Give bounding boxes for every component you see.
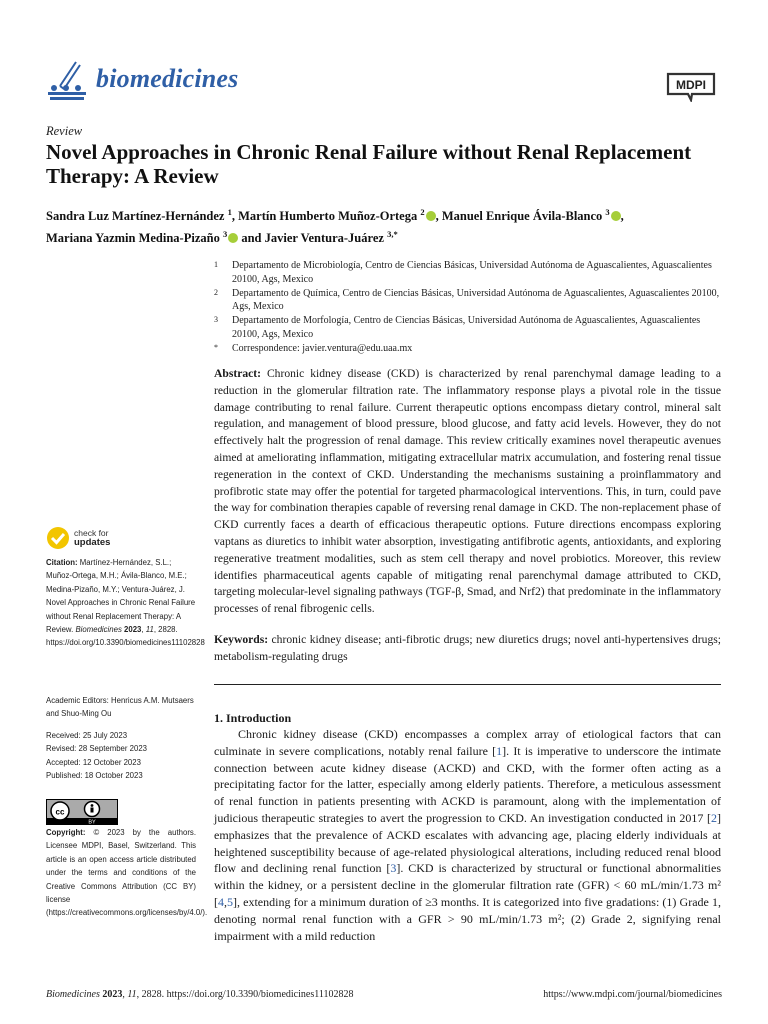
abstract-label: Abstract: [214, 367, 262, 380]
date-revised: Revised: 28 September 2023 [46, 744, 147, 754]
footer-rest: , 2828. https://doi.org/10.3390/biomedicines11102828 [136, 989, 354, 1000]
author-affiliation-sup: 3 [605, 207, 610, 217]
author-name[interactable]: Sandra Luz Martínez-Hernández [46, 209, 228, 224]
citation-rest: , 2828. https://doi.org/10.3390/biomedicines11102828 [46, 625, 205, 648]
mdpi-logo-icon [662, 68, 720, 102]
author-name[interactable]: Javier Ventura-Juárez [264, 231, 388, 246]
abstract-text: Chronic kidney disease (CKD) is characterized by renal parenchymal damage leading to a reduction in the glomerular filtration rate. The inflammatory response plays a pivotal role in the tissue damage contributing to renal failure. Current therapeutic options encompass dietary control, mineral salt regulation, and management of blood pressure, blood glucose, and fatty acid levels. However, they do not effectively halt the progression of renal damage. This review critically examines novel therapeutic avenues aimed at ameliorating inflammation, mitigating extracellular matrix accumulation, and fostering renal tissue regeneration in the context of CKD. Understanding the mechanisms sustaining a proinflammatory and profibrotic state may offer the potential for targeted pharmacological interventions. This, in turn, could pave the way for combination therapies capable of reversing renal damage in CKD. The non-replacement phase of CKD currently faces a dearth of efficacious therapeutic options. Future directions encompass exploring vaptans as diuretics to inhibit water absorption, investigating antifibrotic agents, antioxidants, and exploring regenerative treatment modalities, such as stem cell therapy and novel probiotics. Moreover, this review identifies pharmaceutical agents capable of mitigating renal parenchymal damage attributed to CKD, targeting molecular-level signaling pathways (TGF-β, Smad, and Nrf2) that predominate in the inflammatory processes of renal fibrogenic cells. [214, 367, 721, 616]
author-affiliation-sup: 3,* [387, 229, 398, 240]
svg-text:cc: cc [55, 807, 65, 817]
affiliation-number: 1 [214, 260, 218, 269]
abstract [214, 366, 721, 618]
author-list [46, 203, 736, 247]
footer-journal: Biomedicines [46, 989, 100, 1000]
intro-text-segment: ]. It is imperative to underscore the intimate connection between acute kidney disease (ACKD) and CKD, with the former often acting as a precipitating factor for the latter, especially among elderly patients. Therefore, a meticulous assessment of renal function in patients presenting with ACKD is paramount, along with the implementation of judicious therapeutic strategies to avert the progression to CKD. An investigation conducted in 2017 [ [214, 743, 721, 825]
check-for-updates-button[interactable] [46, 526, 110, 550]
date-received: Received: 25 July 2023 [46, 731, 128, 740]
affiliation-text: Correspondence: javier.ventura@edu.uaa.mx [232, 342, 413, 354]
intro-text-segment: Chronic kidney disease (CKD) encompasses a complex array of etiological factors that can culminate in severe complications, notably renal failure [ [214, 727, 721, 758]
citation-text: Martínez-Hernández, S.L.; Muñoz-Ortega, M.H.; Ávila-Blanco, M.E.; Medina-Pizaño, M.Y.; Ventura-Juárez, J. Novel Approaches in Chronic Renal Failure without Renal Replacement Therapy: A Review. [46, 558, 196, 635]
footer-year: 2023 [102, 989, 123, 1000]
footer-url[interactable]: https://www.mdpi.com/journal/biomedicines [543, 989, 722, 1000]
citation-link[interactable]: 1 [496, 743, 503, 758]
affiliations [214, 259, 724, 356]
citation-volume: 11 [145, 625, 154, 635]
date-accepted: Accepted: 12 October 2023 [46, 757, 141, 767]
citation-link[interactable]: 5 [227, 894, 233, 909]
keywords-text: chronic kidney disease; anti-fibrotic drugs; new diuretics drugs; novel anti-hypertensives drugs; metabolism-regulating drugs [214, 633, 721, 663]
intro-text-segment: , [224, 894, 227, 909]
footer-citation: Biomedicines 2023, 11, 2828. https://doi.org/10.3390/biomedicines11102828 [46, 989, 354, 1000]
introduction-text [214, 726, 721, 944]
author-affiliation-sup: 2 [420, 207, 425, 217]
section-heading: 1. Introduction [214, 711, 292, 725]
intro-text-segment: ] emphasizes that the prevalence of ACKD escalates with advancing age, placing elderly individuals at heightened susceptibility because of age-related physiological alterations, including reduced renal blood flow and declining renal function [ [214, 810, 721, 876]
author-name[interactable]: Mariana Yazmin Medina-Pizaño [46, 231, 223, 246]
dates [46, 729, 196, 783]
author-name[interactable]: Manuel Enrique Ávila-Blanco [441, 209, 606, 224]
citation-journal: Biomedicines [75, 625, 122, 635]
intro-text-segment: ], extending for a minimum duration of ≥3 months. It is categorized into five gradations: (1) Grade 1, denoting normal renal function with a GFR > 90 mL/min/1.73 m²; (2) Grade 2, signifying renal impairment with a mild reduction [214, 894, 721, 943]
author-affiliation-sup: 3 [222, 229, 228, 240]
affiliation-number: * [214, 342, 218, 352]
cc-by-license-icon[interactable] [46, 799, 118, 825]
affiliation-number: 2 [214, 287, 218, 297]
cc-label: BY [88, 819, 96, 825]
author-separator: , [620, 209, 624, 224]
affiliation-text: Departamento de Morfología, Centro de Ciencias Básicas, Universidad Autónoma de Aguascalientes, Aguascalientes 20100, Ags, Mexico [232, 315, 701, 340]
affiliation-number: 3 [214, 315, 218, 325]
affiliation-item [214, 287, 724, 315]
keywords-label: Keywords: [214, 633, 269, 646]
author-separator: , [231, 209, 239, 224]
journal-logo-icon [46, 58, 88, 104]
affiliation-item [214, 342, 724, 356]
citation-link[interactable]: 3 [390, 861, 397, 876]
date-published: Published: 18 October 2023 [46, 771, 143, 781]
affiliation-text: Departamento de Química, Centro de Ciencias Básicas, Universidad Autónoma de Aguascalientes, Aguascalientes 20100, Ags, Mexico [232, 287, 720, 313]
citation-link[interactable]: 2 [711, 810, 717, 825]
author-affiliation-sup: 1 [227, 207, 232, 217]
citation-year: 2023 [124, 625, 142, 635]
copyright-block [46, 826, 208, 920]
check-line-1: check for [74, 528, 109, 538]
intro-text-segment: ]. CKD is characterized by structural or functional abnormalities within the kidney, or a persistent decline in the glomerular filtration rate (GFR) < 60 mL/min/1.73 m² [ [214, 861, 721, 909]
journal-name: biomedicines [96, 64, 239, 93]
orcid-icon[interactable] [611, 211, 621, 221]
affiliation-item [214, 314, 724, 342]
author-name[interactable]: Martín Humberto Muñoz-Ortega [238, 209, 421, 224]
article-type: Review [46, 124, 83, 138]
section-divider [214, 684, 721, 685]
academic-editors: Academic Editors: Henricus A.M. Mutsaers and Shuo-Ming Ou [46, 696, 194, 719]
affiliation-text: Departamento de Microbiología, Centro de Ciencias Básicas, Universidad Autónoma de Aguascalientes, Aguascalientes 20100, Ags, Mexico [232, 260, 712, 285]
citation-link[interactable]: 4 [218, 894, 224, 909]
orcid-icon[interactable] [228, 233, 238, 243]
footer-volume: 11 [127, 989, 137, 1000]
affiliation-item [214, 259, 724, 287]
citation-label: Citation: [46, 558, 78, 567]
orcid-icon[interactable] [426, 211, 436, 221]
author-separator: , [435, 209, 442, 224]
author-separator: and [238, 231, 265, 246]
citation-block: Citation: Martínez-Hernández, S.L.; Muñoz-Ortega, M.H.; Ávila-Blanco, M.E.; Medina-Pizaño, M.Y.; Ventura-Juárez, J. Novel Approaches in Chronic Renal Failure without Renal Replacement Therapy: A Review. Biomedicines 2023, 11, 2828. https://doi.org/10.3390/biomedicines11102828 [46, 558, 205, 648]
keywords [214, 632, 721, 666]
copyright-label: Copyright: [46, 828, 86, 837]
copyright-text: © 2023 by the authors. Licensee MDPI, Basel, Switzerland. This article is an open access article distributed under the terms and conditions of the Creative Commons Attribution (CC BY) license (https://creativecommons.org/licenses/by/4.0/). [46, 828, 208, 918]
check-for-updates-icon [46, 526, 70, 550]
publisher-logo-text: MDPI [676, 78, 706, 92]
check-line-2: updates [74, 537, 111, 548]
article-title: Novel Approaches in Chronic Renal Failure without Renal Replacement Therapy: A Review [46, 140, 692, 188]
